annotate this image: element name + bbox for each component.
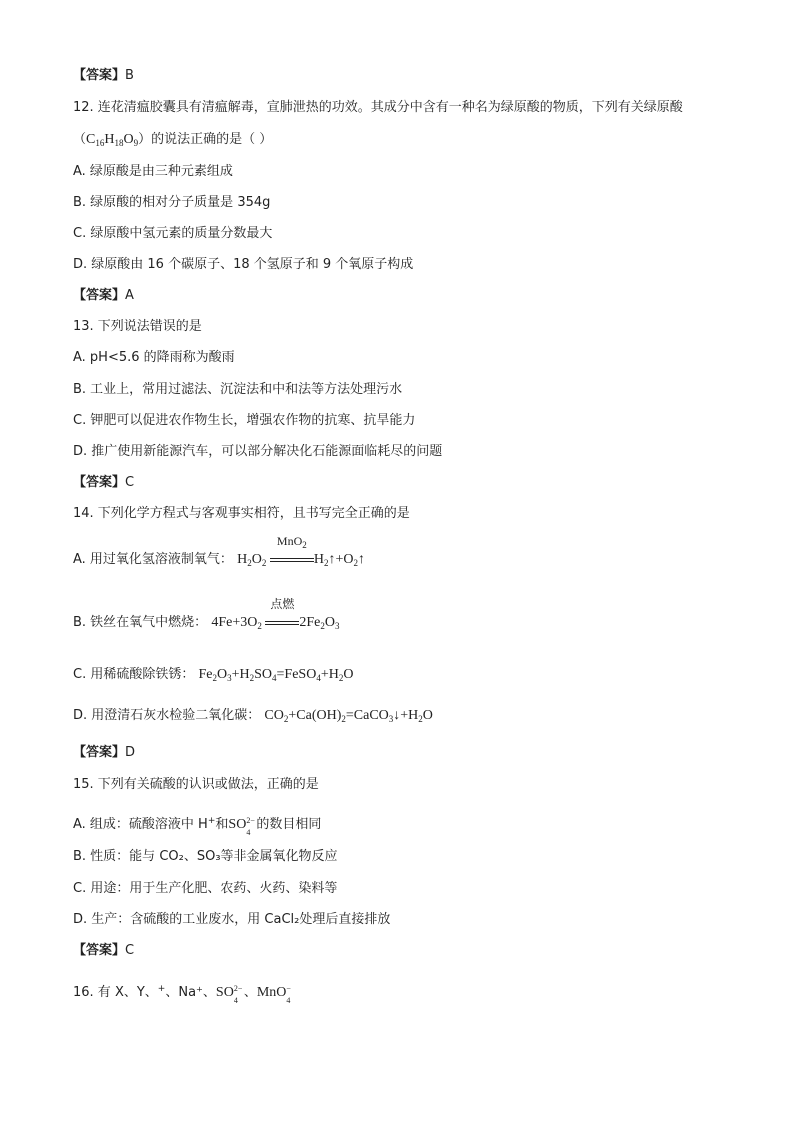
equation-14-b: $4Fe+3O_2$ 点燃 $2Fe_2O_3$: [211, 597, 340, 631]
answer-value: C: [125, 475, 135, 490]
answer-value: B: [125, 68, 134, 83]
answer-label: 【答案】: [73, 943, 126, 958]
answer-line-12: [73, 287, 134, 305]
option-15-a-tail: 的数目相同: [256, 817, 322, 832]
option-15-d: D. 生产：含硫酸的工业废水，用 CaCl₂处理后直接排放: [73, 912, 391, 927]
option-14-c-text: C. 用稀硫酸除铁锈：: [73, 667, 195, 682]
option-13-d: D. 推广使用新能源汽车，可以部分解决化石能源面临耗尽的问题: [73, 444, 443, 459]
option-14-b: [73, 597, 340, 635]
permanganate-ion: MnO − 4: [256, 983, 291, 1005]
option-15-a: A. 组成：硫酸溶液中 H+和SO 2− 4 的数目相同: [73, 815, 322, 837]
option-15-c: C. 用途：用于生产化肥、农药、火药、染料等: [73, 881, 338, 896]
formula-chlorogenic-acid: $C_{16}H_{18}O_9$: [86, 132, 139, 148]
question-15-stem: 15. 下列有关硫酸的认识或做法，正确的是: [73, 777, 319, 792]
option-12-c: C. 绿原酸中氢元素的质量分数最大: [73, 226, 273, 241]
equation-14-d: $CO_2+Ca(OH)_2=CaCO_3↓+H_2O$: [264, 708, 433, 724]
answer-line-13: [73, 474, 134, 492]
equation-14-c: $Fe_2O_3+H_2SO_4=FeSO_4+H_2O$: [198, 667, 354, 683]
option-12-b: B. 绿原酸的相对分子质量是 354g: [73, 195, 271, 210]
option-14-a-text: A. 用过氧化氢溶液制氧气：: [73, 552, 233, 567]
sulfate-ion: SO 2− 4: [228, 815, 255, 837]
answer-line-15: [73, 942, 134, 960]
paren-close: ）的说法正确的是（ ）: [138, 132, 273, 147]
answer-line-11: [73, 67, 134, 85]
question-12-stem: 12. 连花清瘟胶囊具有清瘟解毒，宣肺泄热的功效。其成分中含有一种名为绿原酸的物质，下列有关绿原酸: [73, 100, 683, 115]
option-14-d-text: D. 用澄清石灰水检验二氧化碳：: [73, 708, 261, 723]
equation-14-a: $H_2O_2$ MnO$_2$ $H_2↑+O_2↑$: [237, 534, 365, 568]
question-16-text: 16. 有 X、Y、: [73, 985, 158, 1000]
question-14-stem: 14. 下列化学方程式与客观事实相符，且书写完全正确的是: [73, 506, 410, 521]
sulfate-ion-16: SO 2− 4: [215, 983, 243, 1005]
option-14-c: [73, 666, 353, 687]
option-15-a-text: A. 组成：硫酸溶液中 H: [73, 817, 208, 832]
answer-label: 【答案】: [73, 288, 126, 303]
question-16-stem: 16. 有 X、Y、+、Na⁺、SO 2− 4 、MnO − 4: [73, 980, 296, 1002]
option-12-d: D. 绿原酸由 16 个碳原子、18 个氢原子和 9 个氧原子构成: [73, 257, 414, 272]
option-14-d: [73, 707, 433, 728]
option-14-b-text: B. 铁丝在氧气中燃烧：: [73, 615, 208, 630]
option-15-b: B. 性质：能与 CO₂、SO₃等非金属氧化物反应: [73, 849, 338, 864]
condition-over-equals: 点燃: [265, 614, 299, 632]
question-13-stem: 13. 下列说法错误的是: [73, 319, 202, 334]
paren-open: （: [73, 132, 87, 147]
answer-value: A: [125, 288, 134, 303]
option-13-b: B. 工业上，常用过滤法、沉淀法和中和法等方法处理污水: [73, 382, 403, 397]
answer-label: 【答案】: [73, 68, 126, 83]
answer-label: 【答案】: [73, 475, 126, 490]
option-12-a: A. 绿原酸是由三种元素组成: [73, 164, 233, 179]
option-13-a: A. pH<5.6 的降雨称为酸雨: [73, 350, 235, 365]
answer-value: D: [125, 745, 136, 760]
option-14-a: [73, 534, 365, 572]
question-12-stem-cont: [73, 131, 272, 152]
option-13-c: C. 钾肥可以促进农作物生长，增强农作物的抗寒、抗旱能力: [73, 413, 416, 428]
question-16-tail: 、Na⁺、: [165, 985, 216, 1000]
catalyst-over-equals: MnO$_2$: [270, 551, 314, 569]
answer-line-14: [73, 744, 135, 762]
answer-label: 【答案】: [73, 745, 126, 760]
answer-value: C: [125, 943, 135, 958]
